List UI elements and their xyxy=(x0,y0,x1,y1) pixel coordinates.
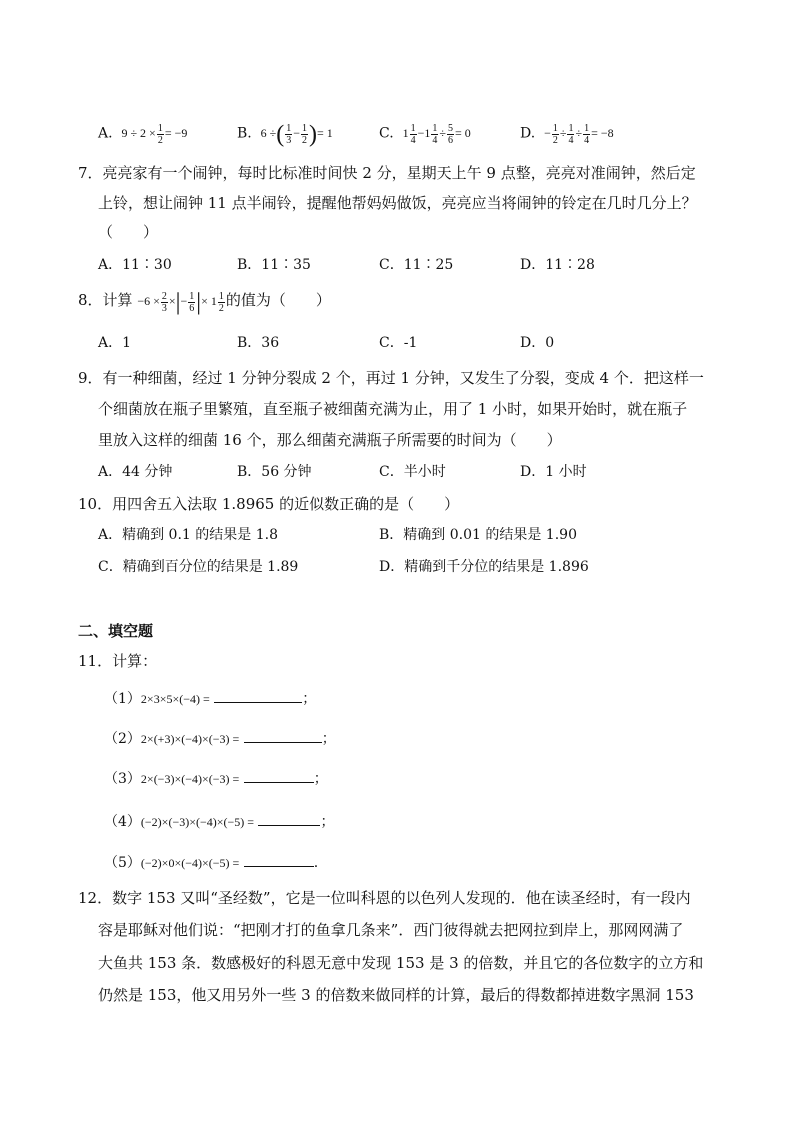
q6-a-expr: 9 ÷ 2 × $\frac{1}{2}$ = −9 xyxy=(121,123,188,146)
q12-stem-line-1: 12．数字 153 又叫“圣经数”，它是一位叫科恩的以色列人发现的．他在读圣经时，有一段内 xyxy=(78,889,691,907)
q11-part-2 xyxy=(104,728,336,749)
q9-stem-line-2: 个细菌放在瓶子里繁殖，直至瓶子被细菌充满为止，用了 1 小时，如果开始时，就在瓶子 xyxy=(98,400,688,418)
q11-part-5 xyxy=(104,852,318,873)
q11-stem: 11．计算： xyxy=(78,652,158,670)
q10-option-a: A．精确到 0.1 的结果是 1.8 xyxy=(98,527,278,543)
answer-blank[interactable] xyxy=(214,688,302,703)
part-expression: (−2)×(−3)×(−4)×(−5) = xyxy=(140,815,255,829)
q10-option-c: C．精确到百分位的结果是 1.89 xyxy=(98,559,299,575)
q6-option-b xyxy=(237,123,333,146)
q7-stem-line-2: 上铃，想让闹钟 11 点半闹铃，提醒他帮妈妈做饭，亮亮应当将闹钟的铃定在几时几分上？ xyxy=(98,194,697,212)
q10-stem: 10．用四舍五入法取 1.8965 的近似数正确的是（ ） xyxy=(78,495,460,513)
q9-option-d: D．1 小时 xyxy=(520,464,587,480)
q8-prefix: 8．计算 xyxy=(78,291,133,309)
part-punct: . xyxy=(313,855,319,871)
part-label: （4） xyxy=(104,814,141,830)
q8-option-d: D．0 xyxy=(520,335,555,351)
q12-stem-line-3: 大鱼共 153 条．数感极好的科恩无意中发现 153 是 3 的倍数，并且它的各位数字的立方和 xyxy=(98,954,704,972)
q6-b-expr: 6 ÷( $\frac{1}{3}$ − $\frac{1}{2}$ )= 1 xyxy=(260,121,333,148)
q11-part-1 xyxy=(104,688,316,709)
q7-option-d: D．11∶28 xyxy=(520,257,595,273)
q7-option-a: A．11∶30 xyxy=(98,257,172,273)
q10-option-b: B．精确到 0.01 的结果是 1.90 xyxy=(379,527,577,543)
q7-option-c: C．11∶25 xyxy=(379,257,454,273)
q6-option-c xyxy=(379,123,471,146)
q8-option-c: C．-1 xyxy=(379,335,418,351)
q6-d-expr: − $\frac{1}{2}$ ÷ $\frac{1}{4}$ ÷ $\frac{1}{4}$ = −8 xyxy=(544,123,614,146)
q10-option-d: D．精确到千分位的结果是 1.896 xyxy=(379,559,589,575)
q7-stem-line-1: 7．亮亮家有一个闹钟，每时比标准时间快 2 分，星期天上午 9 点整，亮亮对准闹钟，然后定 xyxy=(78,164,696,182)
q12-stem-line-4: 仍然是 153，他又用另外一些 3 的倍数来做同样的计算，最后的得数都掉进数字黑洞 153 xyxy=(98,986,694,1004)
q11-part-3 xyxy=(104,768,328,789)
part-punct: ； xyxy=(320,814,335,830)
q11-part-4 xyxy=(104,811,334,832)
part-punct: ； xyxy=(302,691,317,707)
q9-option-b: B．56 分钟 xyxy=(237,464,312,480)
q9-stem-line-1: 9．有一种细菌，经过 1 分钟分裂成 2 个，再过 1 分钟，又发生了分裂，变成 4 个．把这样一 xyxy=(78,369,704,387)
part-expression: (−2)×0×(−4)×(−5) = xyxy=(140,856,240,870)
q7-option-b: B．11∶35 xyxy=(237,257,311,273)
option-letter: B. xyxy=(237,125,252,142)
q8-suffix: 的值为（ ） xyxy=(225,291,331,309)
q12-stem-line-2: 容是耶稣对他们说：“把刚才打的鱼拿几条来”．西门彼得就去把网拉到岸上，那网网满了 xyxy=(98,921,684,939)
option-letter: D. xyxy=(520,125,536,142)
answer-blank[interactable] xyxy=(244,768,314,783)
q7-answer-bracket: （ ） xyxy=(98,223,159,241)
part-expression: 2×(+3)×(−4)×(−3) = xyxy=(140,732,240,746)
answer-blank[interactable] xyxy=(244,728,322,743)
q9-option-a: A．44 分钟 xyxy=(98,464,173,480)
part-expression: 2×(−3)×(−4)×(−3) = xyxy=(140,772,240,786)
part-expression: 2×3×5×(−4) = xyxy=(140,692,210,706)
part-label: （2） xyxy=(104,731,141,747)
q8-option-a: A．1 xyxy=(98,335,132,351)
q9-stem-line-3: 里放入这样的细菌 16 个，那么细菌充满瓶子所需要的时间为（ ） xyxy=(98,431,562,449)
q8-option-b: B．36 xyxy=(237,335,280,351)
answer-blank[interactable] xyxy=(244,852,314,867)
part-label: （5） xyxy=(104,855,141,871)
option-letter: C. xyxy=(379,125,394,142)
answer-blank[interactable] xyxy=(258,811,320,826)
q9-option-c: C．半小时 xyxy=(379,464,446,480)
part-label: （3） xyxy=(104,771,141,787)
q6-option-a xyxy=(98,123,187,146)
part-punct: ； xyxy=(313,771,328,787)
q8-expression: −6 × $\frac{2}{3}$ ×|− $\frac{1}{6}$ |× 1 $\frac{1}{2}$ xyxy=(137,289,224,316)
q8-stem xyxy=(78,290,331,314)
q6-option-d xyxy=(520,123,614,146)
part-punct: ； xyxy=(321,731,336,747)
option-letter: A. xyxy=(98,125,113,142)
part-label: （1） xyxy=(104,691,141,707)
section-heading-fill-in: 二、填空题 xyxy=(78,622,154,640)
q6-c-expr: 1 $\frac{1}{4}$ −1 $\frac{1}{4}$ ÷ $\frac{5}{6}$ = 0 xyxy=(402,123,471,146)
